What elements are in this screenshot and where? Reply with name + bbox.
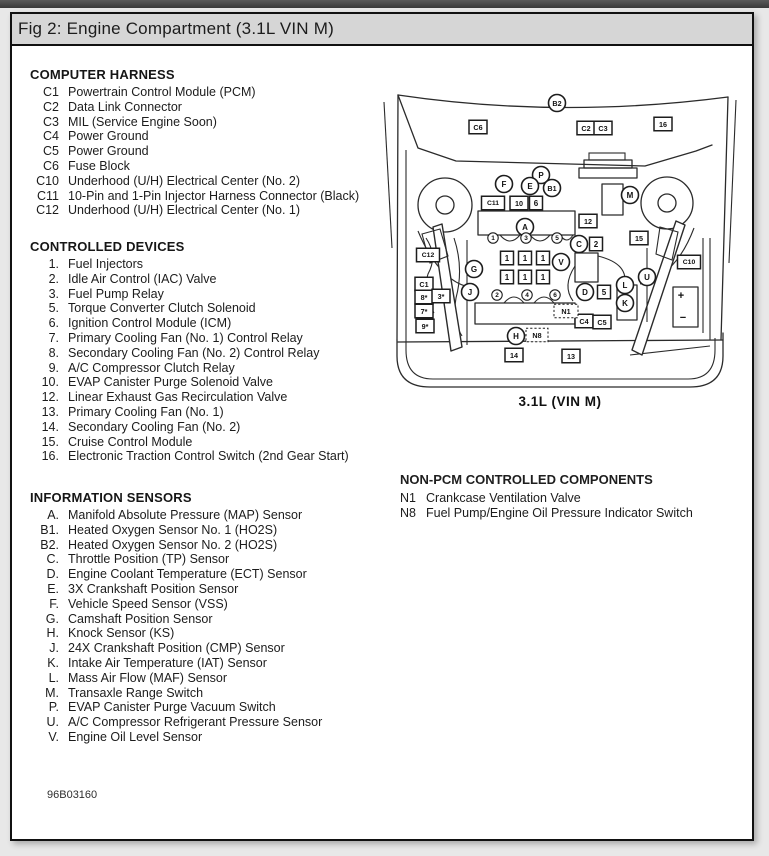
item-text: Idle Air Control (IAC) Valve [68, 271, 217, 286]
item-id: B1. [40, 522, 59, 537]
item-text: Powertrain Control Module (PCM) [68, 85, 256, 99]
list-item [30, 287, 382, 302]
marker-label: 1 [491, 235, 495, 242]
item-id: C6 [43, 158, 59, 173]
marker-label: 1 [504, 254, 510, 263]
list-item [30, 435, 382, 450]
marker-label: 4 [525, 292, 529, 299]
air-duct [602, 184, 623, 215]
item-id: 1. [48, 257, 59, 271]
list-item [30, 552, 382, 567]
item-text: Electronic Traction Control Switch (2nd Gear Start) [68, 449, 349, 464]
item-id: N8 [400, 505, 416, 520]
list-item [30, 331, 382, 346]
list-item [30, 597, 382, 612]
marker-label: 1 [540, 273, 546, 282]
marker-label: 9* [421, 322, 429, 331]
marker-label: L [622, 281, 628, 290]
marker-label: 1 [504, 273, 510, 282]
list-item [30, 272, 382, 287]
item-id: K. [47, 655, 59, 670]
marker-label: 1 [522, 273, 528, 282]
marker-label: C [576, 240, 582, 249]
item-id: C12 [36, 203, 59, 218]
list-item [30, 346, 382, 361]
list-item [30, 715, 382, 730]
item-text: Secondary Cooling Fan (No. 2) [68, 419, 241, 434]
list-item [30, 257, 382, 272]
item-id: E. [47, 581, 59, 596]
list-item [30, 538, 382, 553]
item-id: C11 [36, 188, 59, 203]
section-heading: INFORMATION SENSORS [30, 490, 192, 505]
item-text: Underhood (U/H) Electrical Center (No. 2) [68, 173, 301, 188]
marker-label: 15 [635, 234, 643, 243]
item-text: Data Link Connector [68, 99, 182, 114]
item-id: P. [48, 700, 59, 715]
item-id: F. [49, 596, 59, 611]
item-text: 24X Crankshaft Position (CMP) Sensor [68, 641, 285, 656]
list-item [30, 612, 382, 627]
item-id: H. [46, 626, 59, 641]
marker-label: 7* [420, 307, 428, 316]
item-text: Intake Air Temperature (IAT) Sensor [68, 655, 267, 670]
list-item [30, 100, 382, 115]
battery-plus-symbol: + [677, 290, 685, 302]
item-id: 14. [41, 419, 59, 434]
list-item [30, 203, 382, 218]
diagram-caption: 3.1L (VIN M) [518, 394, 602, 409]
engine-diagram-svg [378, 88, 750, 436]
item-text: Throttle Position (TP) Sensor [68, 552, 230, 567]
marker-label: 2 [593, 240, 599, 249]
item-id: C3 [43, 114, 59, 129]
item-text: Fuel Pump/Engine Oil Pressure Indicator Switch [426, 505, 693, 520]
item-text: EVAP Canister Purge Solenoid Valve [68, 375, 273, 390]
item-id: 5. [48, 301, 59, 316]
item-id: D. [46, 567, 59, 582]
marker-label: C2 [581, 124, 591, 133]
drawing-number: 96B03160 [47, 789, 98, 801]
left-strut-tower [418, 178, 472, 232]
item-text: Camshaft Position Sensor [68, 611, 213, 626]
item-id: 7. [48, 330, 59, 345]
item-text: Engine Oil Level Sensor [68, 729, 203, 744]
marker-label: 2 [495, 292, 499, 299]
list-item [30, 730, 382, 745]
marker-label: 12 [584, 217, 592, 226]
marker-label: 6 [553, 292, 557, 299]
marker-label: 6 [533, 199, 539, 208]
list-item [30, 641, 382, 656]
marker-label: B1 [547, 184, 557, 193]
right-fender-line [721, 97, 728, 340]
marker-label: C5 [597, 318, 607, 327]
section-controlled-devices [30, 239, 382, 464]
item-text: A/C Compressor Clutch Relay [68, 360, 235, 375]
throttle-body-block [575, 253, 598, 282]
item-text: Manifold Absolute Pressure (MAP) Sensor [68, 508, 303, 522]
marker-label: 3* [437, 292, 445, 301]
list-item [30, 449, 382, 464]
item-id: 16. [41, 449, 59, 464]
item-text: Power Ground [68, 129, 149, 144]
air-cleaner-top [589, 153, 625, 160]
marker-label: 5 [555, 235, 559, 242]
marker-label: J [467, 288, 473, 297]
radiator-support-line [398, 340, 723, 342]
left-fender-line [397, 95, 398, 340]
section-information-sensors [30, 490, 382, 745]
item-text: Fuel Pump Relay [68, 286, 164, 301]
marker-label: N8 [532, 331, 542, 340]
marker-label: C4 [579, 317, 589, 326]
list-item [30, 316, 382, 331]
list-item [30, 174, 382, 189]
marker-label: B2 [552, 99, 562, 108]
list-item [30, 129, 382, 144]
item-id: V. [48, 729, 59, 744]
item-id: C4 [43, 129, 59, 144]
window-top-bar [0, 0, 769, 8]
marker-label: 10 [515, 199, 523, 208]
item-text: Fuel Injectors [68, 257, 144, 271]
marker-label: 16 [659, 120, 667, 129]
list-item [30, 301, 382, 316]
marker-label: 14 [510, 351, 518, 360]
left-strut-brace [433, 224, 462, 351]
marker-label: 1 [540, 254, 546, 263]
item-id: 12. [41, 390, 59, 405]
item-id: 2. [48, 271, 59, 286]
item-id: U. [46, 715, 59, 730]
list-item [30, 671, 382, 686]
marker-label: C11 [486, 200, 500, 207]
figure-title: Fig 2: Engine Compartment (3.1L VIN M) [18, 19, 334, 38]
right-strut-cap [658, 194, 676, 212]
marker-label: F [501, 180, 507, 189]
marker-label: 5 [601, 288, 607, 297]
item-text: Knock Sensor (KS) [68, 626, 175, 641]
marker-label: V [558, 258, 564, 267]
item-text: Primary Cooling Fan (No. 1) [68, 404, 224, 419]
list-item [30, 375, 382, 390]
list-item [30, 508, 382, 523]
item-text: MIL (Service Engine Soon) [68, 114, 217, 129]
item-text: 3X Crankshaft Position Sensor [68, 581, 239, 596]
marker-label: 8* [420, 293, 428, 302]
list-item [30, 189, 382, 204]
item-id: N1 [400, 491, 416, 505]
computer-harness-list [30, 85, 382, 218]
list-item [30, 582, 382, 597]
item-id: C2 [43, 99, 59, 114]
item-id: C10 [36, 173, 59, 188]
item-id: 3. [48, 286, 59, 301]
marker-label: G [470, 265, 478, 274]
item-id: C. [46, 552, 59, 567]
item-id: 15. [41, 434, 59, 449]
marker-label: K [622, 299, 628, 308]
item-text: Heated Oxygen Sensor No. 2 (HO2S) [68, 537, 278, 552]
marker-label: H [513, 332, 519, 341]
item-id: A. [47, 508, 59, 522]
marker-label: D [582, 288, 588, 297]
non-pcm-list [400, 491, 750, 521]
list-item [30, 405, 382, 420]
battery-minus-symbol: − [679, 312, 687, 324]
item-text: Torque Converter Clutch Solenoid [68, 301, 256, 316]
list-item [400, 506, 750, 521]
air-cleaner-base [579, 168, 637, 178]
document-page [10, 12, 754, 841]
section-heading: COMPUTER HARNESS [30, 67, 175, 82]
item-text: Fuse Block [68, 158, 130, 173]
information-sensors-list [30, 508, 382, 745]
right-outer-line [729, 100, 736, 263]
marker-label: U [644, 273, 650, 282]
section-heading: NON-PCM CONTROLLED COMPONENTS [400, 472, 653, 487]
controlled-devices-list [30, 257, 382, 464]
marker-label: A [522, 223, 528, 232]
list-item [30, 686, 382, 701]
marker-label: E [527, 182, 533, 191]
item-text: Underhood (U/H) Electrical Center (No. 1) [68, 203, 301, 218]
item-id: 10. [41, 375, 59, 390]
list-item [30, 626, 382, 641]
list-item [30, 420, 382, 435]
section-computer-harness [30, 67, 382, 218]
left-strut-cap [436, 196, 454, 214]
section-heading: CONTROLLED DEVICES [30, 239, 185, 254]
right-strut-tower [641, 177, 693, 229]
item-text: EVAP Canister Purge Vacuum Switch [68, 700, 276, 715]
item-id: C1 [43, 85, 59, 99]
item-id: 6. [48, 316, 59, 331]
list-item [30, 700, 382, 715]
section-non-pcm-components [400, 472, 750, 521]
item-text: Mass Air Flow (MAF) Sensor [68, 670, 228, 685]
list-item [30, 523, 382, 538]
item-text: Heated Oxygen Sensor No. 1 (HO2S) [68, 522, 278, 537]
hose-arc-left [568, 266, 575, 301]
marker-label: 1 [522, 254, 528, 263]
marker-label: C10 [682, 259, 696, 266]
engine-compartment-diagram [378, 88, 750, 436]
left-outer-line [384, 102, 392, 248]
item-id: 8. [48, 345, 59, 360]
item-text: Primary Cooling Fan (No. 1) Control Relay [68, 330, 303, 345]
item-id: M. [45, 685, 59, 700]
item-id: B2. [40, 537, 59, 552]
item-id: G. [45, 611, 59, 626]
item-id: L. [48, 670, 59, 685]
item-text: Vehicle Speed Sensor (VSS) [68, 596, 228, 611]
list-item [400, 491, 750, 506]
list-item [30, 361, 382, 376]
marker-label: M [626, 191, 634, 200]
item-id: 9. [48, 360, 59, 375]
item-text: Linear Exhaust Gas Recirculation Valve [68, 390, 288, 405]
item-id: C5 [43, 144, 59, 159]
list-item [30, 656, 382, 671]
list-item [30, 567, 382, 582]
marker-label: C12 [421, 252, 435, 259]
item-text: Cruise Control Module [68, 434, 193, 449]
marker-label: C6 [473, 123, 483, 132]
item-text: Crankcase Ventilation Valve [426, 491, 581, 505]
item-text: Secondary Cooling Fan (No. 2) Control Relay [68, 345, 320, 360]
marker-label: 13 [567, 352, 575, 361]
item-text: 10-Pin and 1-Pin Injector Harness Connector (Black) [68, 188, 360, 203]
list-item [30, 115, 382, 130]
item-text: Engine Coolant Temperature (ECT) Sensor [68, 567, 307, 582]
item-id: J. [49, 641, 59, 656]
list-item [30, 390, 382, 405]
marker-label: N1 [561, 307, 571, 316]
item-id: 13. [41, 404, 59, 419]
item-text: A/C Compressor Refrigerant Pressure Sensor [68, 715, 323, 730]
item-text: Ignition Control Module (ICM) [68, 316, 232, 331]
marker-label: P [538, 171, 544, 180]
marker-label: C1 [419, 280, 429, 289]
list-item [30, 159, 382, 174]
list-item [30, 85, 382, 100]
figure-title-bar [12, 14, 752, 46]
item-text: Power Ground [68, 144, 149, 159]
list-item [30, 144, 382, 159]
marker-label: C3 [598, 124, 608, 133]
marker-label: 3 [524, 235, 528, 242]
item-text: Transaxle Range Switch [68, 685, 204, 700]
